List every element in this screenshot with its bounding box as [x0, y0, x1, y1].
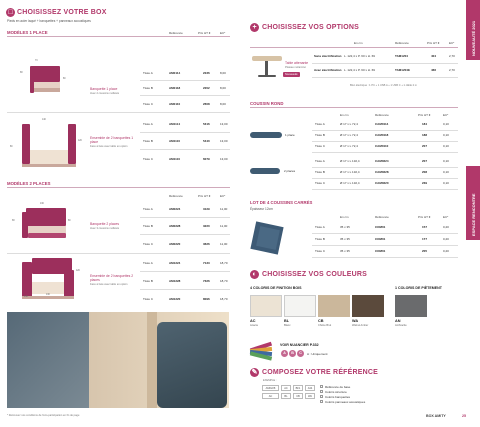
cushion-2-places-image	[250, 168, 280, 174]
product-desc: Face à face avec table en option	[90, 283, 128, 286]
new-badge: Nouveauté	[285, 73, 298, 76]
product-desc: Face à face avec table en option	[90, 145, 128, 148]
col-price-header: Prix HT €	[198, 31, 211, 35]
footer-note: * Retrouvez nos conditions de l'éco-participation en fin de page	[7, 414, 80, 417]
dim-width: 73	[35, 60, 38, 62]
options-title: CHOISISSEZ VOS OPTIONS	[262, 24, 359, 31]
col-eco-header: EC*	[220, 31, 226, 35]
palette-icon: ◐	[250, 270, 259, 279]
product-photo	[7, 312, 229, 408]
product-name: Ensemble de 2 banquettes 1 place	[90, 136, 134, 145]
box-icon: □	[6, 8, 15, 17]
wood-colors-title: 4 COLORIS DE FINITION BOIS	[250, 286, 302, 290]
section-1-title: MODÈLES 1 PLACE	[7, 30, 48, 35]
steel-colors-title: 1 COLORIS DE PIÈTEMENT	[395, 286, 442, 290]
side-tab-new: NOUVEAUTÉ 2021	[466, 0, 480, 60]
footer-page-number: 25	[462, 414, 466, 418]
cushion-square-title: LOT DE 4 COUSSINS CARRÉS	[250, 200, 313, 205]
page-subtitle: Pieds en acier laqué + banquettes + panneaux acoustiques	[7, 19, 91, 23]
wood-swatch-ac[interactable]	[250, 295, 282, 317]
dim-depth: 68	[20, 72, 23, 74]
wood-swatch-wa[interactable]	[352, 295, 384, 317]
product-name: Banquette 2 places	[90, 222, 120, 226]
reference-title: COMPOSEZ VOTRE RÉFÉRENCE	[262, 369, 379, 376]
product-desc: Avec 2 coussins molletés	[90, 92, 120, 95]
footer-page-label: BOX AMITY	[426, 414, 446, 418]
product-name: Banquette 1 place	[90, 87, 118, 91]
col-ref-header: Référence	[169, 31, 183, 35]
product-desc: Avec 3 coussins molletés	[90, 227, 120, 230]
cushion-1-place-image	[250, 132, 282, 138]
plus-icon: +	[250, 23, 259, 32]
wood-swatch-bl[interactable]	[284, 295, 316, 317]
nuancier-link[interactable]: VOIR NUANCIER P.332	[280, 343, 319, 347]
page-title: CHOISISSEZ VOTRE BOX	[17, 9, 107, 16]
section-2-title: MODÈLES 2 PLACES	[7, 181, 51, 186]
side-tab-section[interactable]: ESPACE RENCONTRE	[466, 166, 480, 240]
cushion-round-title: COUSSIN ROND	[250, 101, 284, 106]
wood-swatch-cb[interactable]	[318, 295, 350, 317]
pencil-icon: ✎	[251, 369, 258, 376]
dim-height: 80	[63, 78, 66, 80]
colors-title: CHOISISSEZ VOS COULEURS	[262, 271, 367, 278]
product-name: Ensemble de 2 banquettes 2 places	[90, 274, 134, 283]
steel-swatch-an[interactable]	[395, 295, 427, 317]
